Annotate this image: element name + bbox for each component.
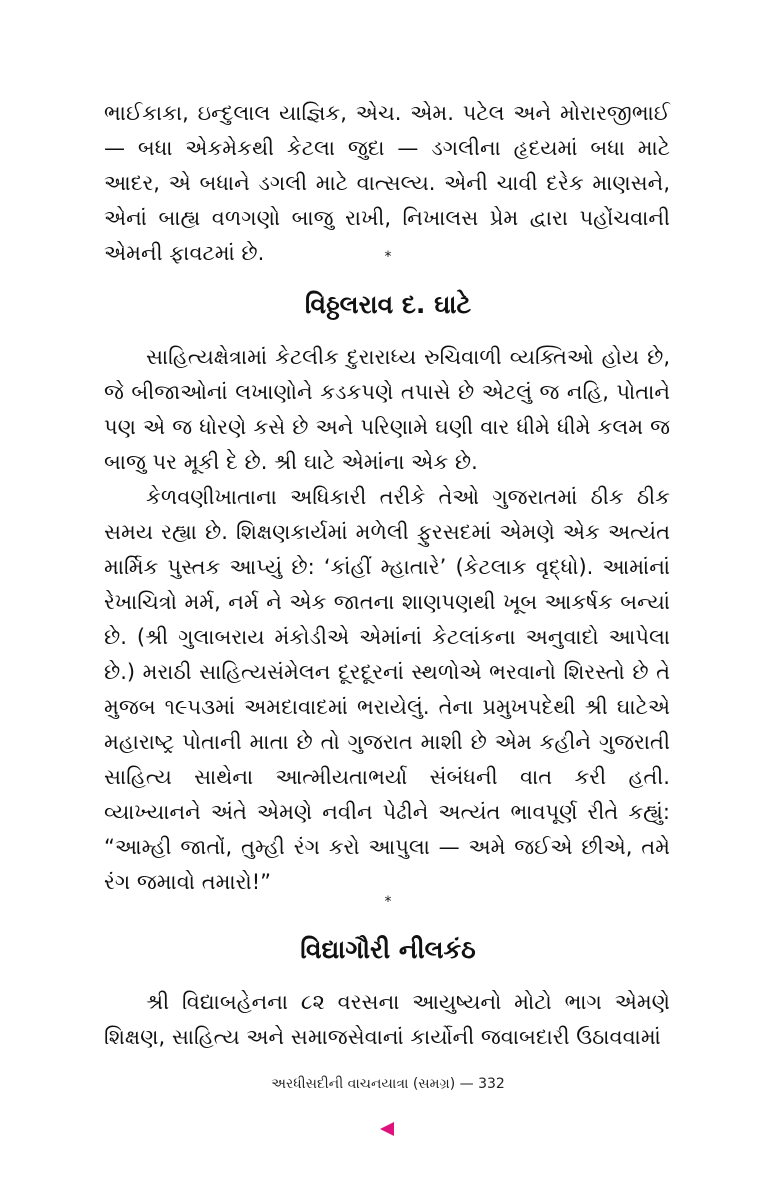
section-separator: * (384, 894, 392, 910)
section-separator: * (384, 249, 392, 265)
paragraph-ghadli-closing: ભાઈકાકા, ઇન્દુલાલ યાજ્ઞિક, એચ. એમ. પટેલ અને મોરારજીભાઈ — બધા એકમેકથી કેટલા જુદા — ડગલીના હૃદયમાં બધા માટે આદર, એ બધાને ડગલી માટે વાત્સલ્ય. એની ચાવી દરેક માણસને, એનાં બાહ્ય વળગણો બાજુ રાખી, નિખાલસ પ્રેમ દ્વારા પહોંચવાની એમની ફાવટમાં છે. (104, 101, 670, 265)
section-ghadli-closing (104, 96, 670, 271)
page-footer: અરધીસદીની વાચનયાત્રા (સમગ્ર) — 332 (271, 1076, 505, 1092)
paragraph-vidyagauri-intro: શ્રી વિદ્યાબહેનના ૮૨ વરસના આયુષ્યનો મોટો ભાગ એમણે શિક્ષણ, સાહિત્ય અને સમાજસેવાનાં કાર્યોની જવાબદારી ઉઠાવવામાં (104, 990, 670, 1049)
section-heading-ghate: વિઠ્ઠલરાવ દ. ઘાટે (304, 290, 472, 319)
previous-page-arrow-icon[interactable] (380, 1122, 394, 1136)
paragraph-ghate-intro: સાહિત્યક્ષેત્રામાં કેટલીક દુરારાધ્ય રુચિવાળી વ્યક્તિઓ હોય છે, જે બીજાઓનાં લખાણોને કડકપણે તપાસે છે એટલું જ નહિ, પોતાને પણ એ જ ધોરણે કસે છે અને પરિણામે ઘણી વાર ધીમે ધીમે કલમ જ બાજુ પર મૂકી દે છે. શ્રી ઘાટે એમાંના એક છે. (104, 345, 670, 474)
section-heading-vidyagauri: વિદ્યાગૌરી નીલકંઠ (300, 935, 476, 964)
section-vidyagauri-body (104, 985, 670, 1055)
section-ghate-body (104, 340, 670, 900)
paragraph-ghate-details: કેળવણીખાતાના અધિકારી તરીકે તેઓ ગુજરાતમાં ઠીક ઠીક સમય રહ્યા છે. શિક્ષણકાર્યમાં મળેલી ફુરસદમાં એમણે એક અત્યંત માર્મિક પુસ્તક આપ્યું છે: ‘કાંહીં મ્હાતારે’ (કેટલાક વૃદ્ધો). આમાંનાં રેખાચિત્રો મર્મ, નર્મ ને એક જાતના શાણપણથી ખૂબ આકર્ષક બન્યાં છે. (શ્રી ગુલાબરાય મંકોડીએ એમાંનાં કેટલાંકના અનુવાદો આપેલા છે.) મરાઠી સાહિત્યસંમેલન દૂરદૂરનાં સ્થળોએ ભરવાનો શિરસ્તો છે તે મુજબ ૧૯૫૩માં અમદાવાદમાં ભરાયેલું. તેના પ્રમુખપદેથી શ્રી ઘાટેએ મહારાષ્ટ્ર પોતાની માતા છે તો ગુજરાત માશી છે એમ કહીને ગુજરાતી સાહિત્ય સાથેના આત્મીયતાભર્યા સંબંધની વાત કરી હતી. વ્યાખ્યાનને અંતે એમણે નવીન પેઢીને અત્યંત ભાવપૂર્ણ રીતે કહ્યું: “આમ્હી જાતોં, તુમ્હી રંગ કરો આપુલા — અમે જઈએ છીએ, તમે રંગ જમાવો તમારો!” (104, 485, 670, 894)
